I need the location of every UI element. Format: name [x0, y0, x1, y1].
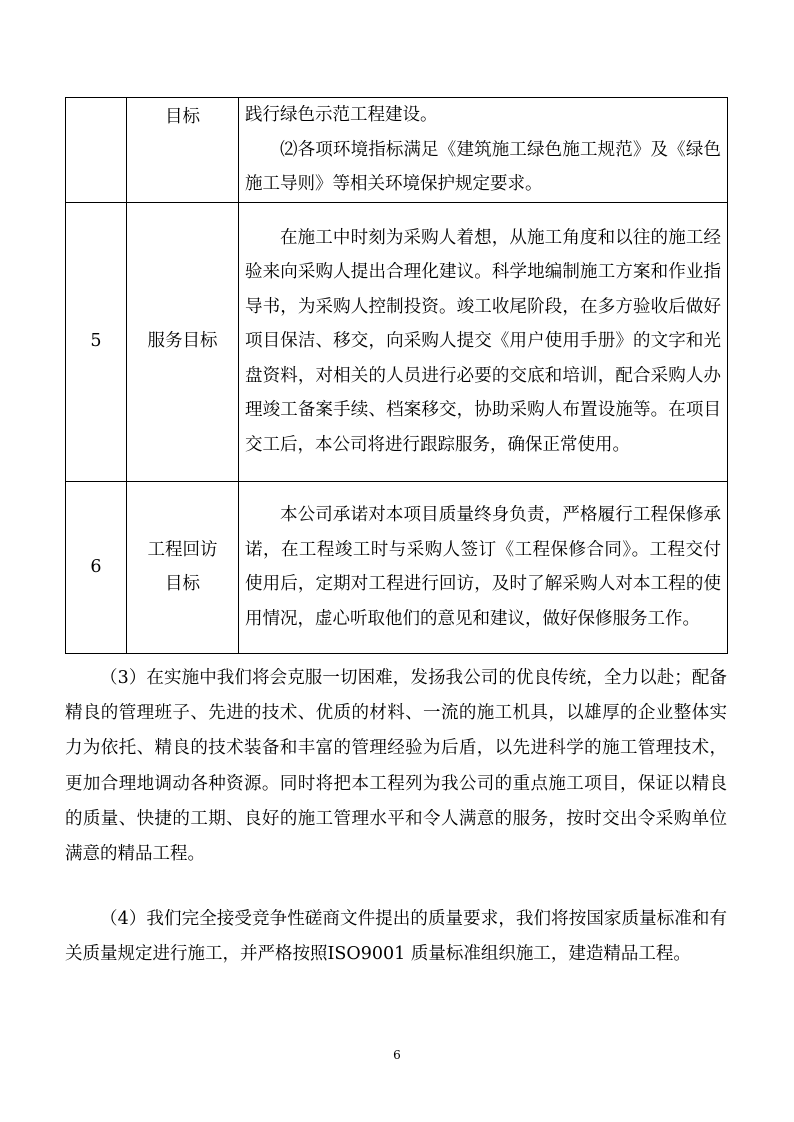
row-goal-name	[127, 481, 239, 653]
description-text: 在施工中时刻为采购人着想，从施工角度和以往的施工经验来向采购人提出合理化建议。科学地编制施工方案和作业指导书，为采购人控制投资。竣工收尾阶段，在多方验收后做好项目保洁、移交，向采购人提交《用户使用手册》的文字和光盘资料，对相关的人员进行必要的交底和培训，配合采购人办理竣工备案手续、档案移交，协助采购人布置设施等。在项目交工后，本公司将进行跟踪服务，确保正常使用。	[245, 227, 721, 455]
goal-name-line: 目标	[165, 574, 200, 594]
row-number: 6	[66, 481, 127, 653]
description-text: 本公司承诺对本项目质量终身负责，严格履行工程保修承诺，在工程竣工时与采购人签订《工程保修合同》。工程交付使用后，定期对工程进行回访，及时了解采购人对本工程的使用情况，虚心听取他们的意见和建议，做好保修服务工作。	[245, 505, 721, 629]
table-row	[66, 202, 728, 481]
table-row	[66, 98, 728, 203]
body-paragraph: （3）在实施中我们将会克服一切困难，发扬我公司的优良传统，全力以赴；配备精良的管理班子、先进的技术、优质的材料、一流的施工机具，以雄厚的企业整体实力为依托、精良的技术装备和丰富的管理经验为后盾，以先进科学的施工管理技术，更加合理地调动各种资源。同时将把本工程列为我公司的重点施工项目，保证以精良的质量、快捷的工期、良好的施工管理水平和令人满意的服务，按时交出令采购单位满意的精品工程。	[65, 668, 727, 865]
row-goal-description	[239, 202, 728, 481]
goal-name-line: 工程回访	[147, 539, 218, 560]
row-goal-name: 服务目标	[127, 202, 239, 481]
row-goal-description	[239, 481, 728, 653]
table-row	[66, 481, 728, 653]
row-goal-name: 目标	[127, 98, 239, 203]
page-number: 6	[393, 1048, 401, 1062]
body-paragraph: （4）我们完全接受竞争性磋商文件提出的质量要求，我们将按国家质量标准和有关质量规定进行施工，并严格按照ISO9001 质量标准组织施工，建造精品工程。	[65, 909, 727, 965]
goals-table	[65, 97, 728, 654]
description-line: 践行绿色示范工程建设。	[245, 105, 438, 125]
description-line: ⑵各项环境指标满足《建筑施工绿色施工规范》及《绿色施工导则》等相关环境保护规定要求。	[245, 139, 721, 194]
row-number	[66, 98, 127, 203]
row-number: 5	[66, 202, 127, 481]
row-goal-description	[239, 98, 728, 203]
